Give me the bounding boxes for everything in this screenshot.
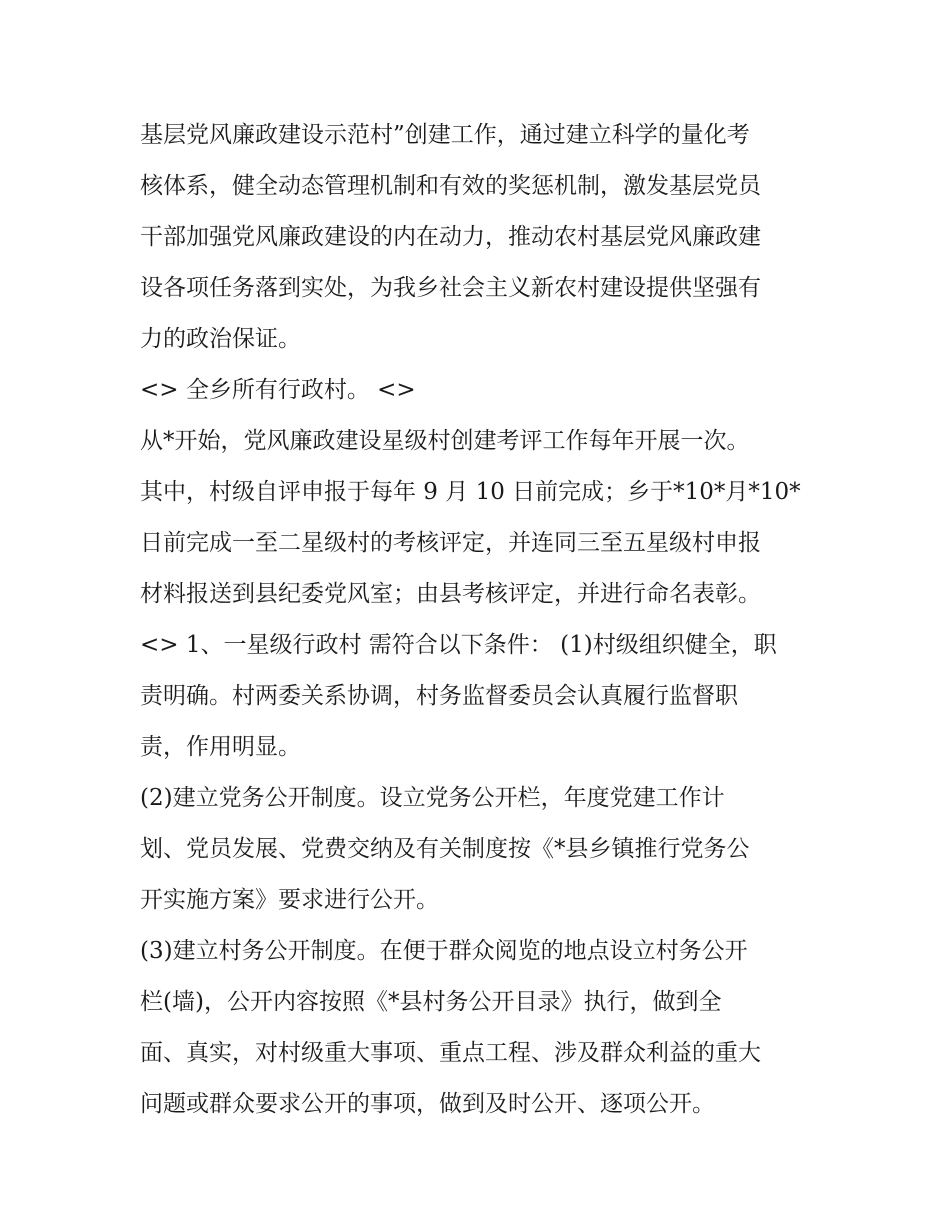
text-line: 日前完成一至二星级村的考核评定，并连同三至五星级村申报 xyxy=(140,530,761,556)
text-line: 力的政治保证。 xyxy=(140,326,301,352)
text-line: 栏(墙)，公开内容按照《*县村务公开目录》执行，做到全 xyxy=(140,989,722,1015)
text-line: 面、真实，对村级重大事项、重点工程、涉及群众利益的重大 xyxy=(140,1040,761,1066)
text-line: 材料报送到县纪委党风室；由县考核评定，并进行命名表彰。 xyxy=(140,581,761,607)
text-line: <> 1、一星级行政村 需符合以下条件： (1)村级组织健全，职 xyxy=(140,632,777,658)
text-line: 核体系，健全动态管理机制和有效的奖惩机制，激发基层党员 xyxy=(140,173,761,199)
text-line: (3)建立村务公开制度。在便于群众阅览的地点设立村务公开 xyxy=(140,938,748,964)
text-line: 责明确。村两委关系协调，村务监督委员会认真履行监督职 xyxy=(140,683,738,709)
text-line: 基层党风廉政建设示范村”创建工作，通过建立科学的量化考 xyxy=(140,122,750,148)
document-body xyxy=(140,110,830,1130)
text-line: 设各项任务落到实处，为我乡社会主义新农村建设提供坚强有 xyxy=(140,275,761,301)
text-line: 开实施方案》要求进行公开。 xyxy=(140,887,439,913)
text-line: 问题或群众要求公开的事项，做到及时公开、逐项公开。 xyxy=(140,1091,715,1117)
text-line: <> 全乡所有行政村。 <> xyxy=(140,377,416,403)
text-line: 从*开始，党风廉政建设星级村创建考评工作每年开展一次。 xyxy=(140,428,750,454)
text-line: (2)建立党务公开制度。设立党务公开栏，年度党建工作计 xyxy=(140,785,725,811)
text-line: 其中，村级自评申报于每年 9 月 10 日前完成；乡于*10*月*10* xyxy=(140,479,801,505)
text-line: 干部加强党风廉政建设的内在动力，推动农村基层党风廉政建 xyxy=(140,224,761,250)
text-line: 划、党员发展、党费交纳及有关制度按《*县乡镇推行党务公 xyxy=(140,836,750,862)
text-line: 责，作用明显。 xyxy=(140,734,301,760)
